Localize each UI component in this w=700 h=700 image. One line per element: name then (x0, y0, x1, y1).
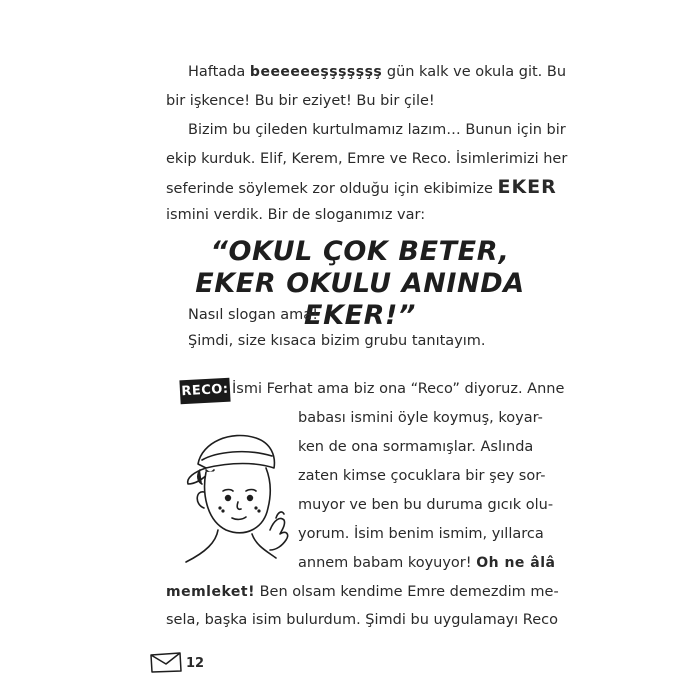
reco-line-2: babası ismini öyle koymuş, koyar- (298, 410, 543, 426)
reco-label-badge: RECO: (179, 378, 230, 405)
reco-boy-illustration (176, 412, 296, 577)
reco-line-3: ken de ona sormamışlar. Aslında (298, 439, 534, 455)
reco-line-9: sela, başka isim bulurdum. Şimdi bu uygulamayı Reco (166, 612, 558, 628)
paragraph-2-line-3: seferinde söylemek zor olduğu için ekibimize EKER (166, 176, 557, 198)
envelope-icon (148, 650, 184, 674)
emphasized-phrase-1: Oh ne âlâ (476, 555, 556, 571)
slogan-line-1: “OKUL ÇOK BETER, (210, 236, 510, 267)
paragraph-2-line-4: ismini verdik. Bir de sloganımız var: (166, 207, 426, 223)
reco-line-6: yorum. İsim benim ismim, yıllarca (298, 526, 544, 542)
paragraph-2-line-2: ekip kurduk. Elif, Kerem, Emre ve Reco. İsimlerimizi her (166, 151, 568, 167)
team-name: EKER (497, 176, 557, 198)
slogan-line-2: EKER OKULU ANINDA EKER!” (195, 268, 525, 331)
page-number: 12 (186, 656, 205, 671)
emphasized-phrase-2: memleket! (166, 584, 255, 600)
line-nasil-slogan: Nasıl slogan ama! (188, 307, 319, 323)
reco-line-7-text: annem babam koyuyor! (298, 555, 477, 571)
paragraph-2-line-1: Bizim bu çileden kurtulmamız lazım… Bunun için bir (188, 122, 566, 138)
reco-line-4: zaten kimse çocuklara bir şey sor- (298, 468, 546, 484)
reco-line-5: muyor ve ben bu duruma gıcık olu- (298, 497, 554, 513)
reco-line-7 (298, 555, 555, 571)
line-simdi: Şimdi, size kısaca bizim grubu tanıtayım. (188, 333, 486, 349)
emphasized-word: beeeeeeşşşşşşş (249, 64, 383, 80)
paragraph-1-line-2: bir işkence! Bu bir eziyet! Bu bir çile! (166, 93, 435, 109)
reco-line-8: memleket! Ben olsam kendime Emre demezdim me- (166, 584, 559, 600)
reco-line-1: İsmi Ferhat ama biz ona “Reco” diyoruz. Anne (232, 381, 565, 397)
paragraph-1-line-1: Haftada beeeeeeşşşşşşş gün kalk ve okula git. Bu (188, 64, 567, 80)
